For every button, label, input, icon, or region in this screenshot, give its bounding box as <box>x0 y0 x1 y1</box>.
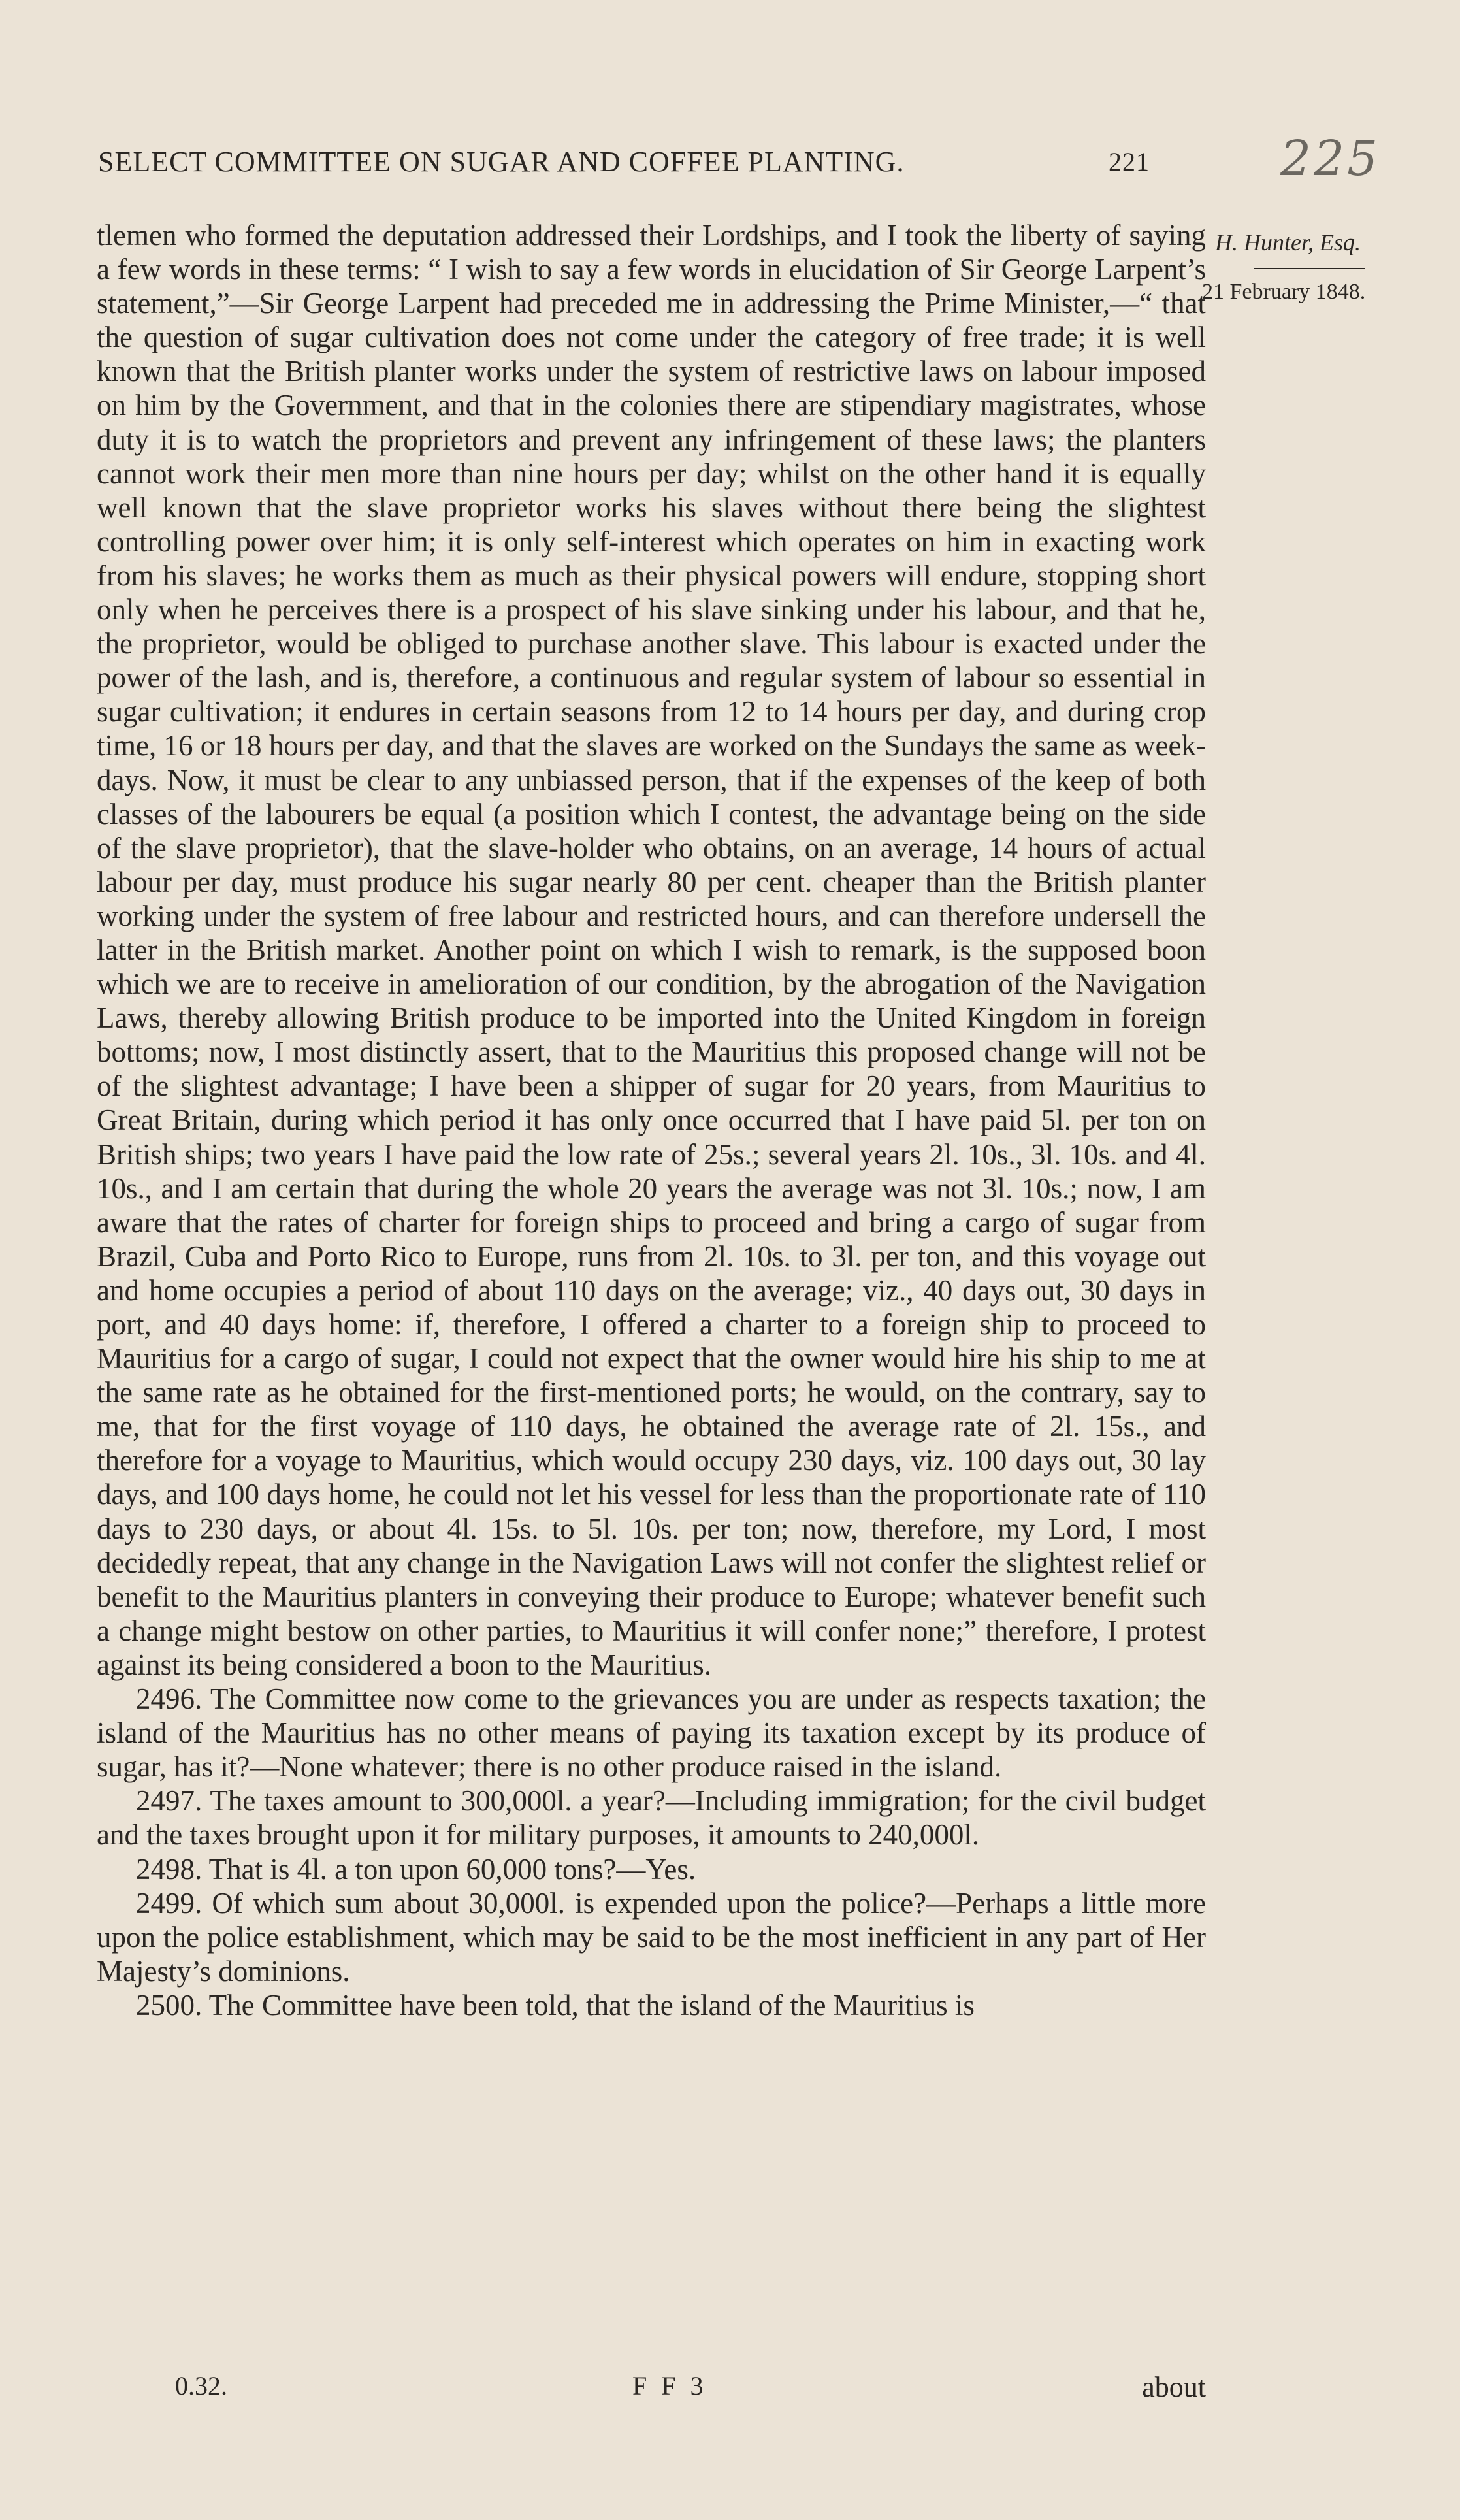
page-number: 221 <box>1109 147 1150 176</box>
margin-rule <box>1254 268 1365 269</box>
paragraph-question-2496: 2496. The Committee now come to the grievances you are under as respects taxation; the island of the Mauritius has no other means of paying its taxation except by its produce of sugar, has it?—None whatever; there is no other produce raised in the island. <box>97 1682 1206 1784</box>
paragraph-question-2497: 2497. The taxes amount to 300,000l. a year?—Including immigration; for the civil budget and the taxes brought upon it for military purposes, it amounts to 240,000l. <box>97 1784 1206 1852</box>
handwritten-folio-number: 225 <box>1280 131 1381 187</box>
body-text <box>97 218 1206 2022</box>
running-title: SELECT COMMITTEE ON SUGAR AND COFFEE PLANTING. <box>98 146 905 178</box>
running-header <box>98 145 1150 178</box>
page-footer <box>97 2370 1206 2410</box>
sheet-mark: F F 3 <box>632 2371 707 2400</box>
catchword: about <box>1142 2371 1206 2403</box>
paragraph-question-2500: 2500. The Committee have been told, that the island of the Mauritius is <box>136 1988 975 2021</box>
testimony-date: 21 February 1848. <box>1202 280 1366 304</box>
paragraph: tlemen who formed the deputation addressed their Lordships, and I took the liberty of saying a few words in these terms: “ I wish to say a few words in elucidation of Sir George Larpent’s statement,”—Sir George Larpent had preceded me in addressing the Prime Minister,—“ that the question of sugar cultivation does not come under the category of free trade; it is well known that the British planter works under the system of restrictive laws on labour imposed on him by the Government, and that in the colonies there are stipendiary magistrates, whose duty it is to watch the proprietors and prevent any infringement of these laws; the planters cannot work their men more than nine hours per day; whilst on the other hand it is equally well known that the slave proprietor works his slaves without there being the slightest controlling power over him; it is only self-interest which operates on him in exacting work from his slaves; he works them as much as their physical powers will endure, stopping short only when he perceives there is a prospect of his slave sinking under his labour, and that he, the proprietor, would be obliged to purchase another slave. This labour is exacted under the power of the lash, and is, therefore, a continuous and regular system of labour so essential in sugar cultivation; it endures in certain seasons from 12 to 14 hours per day, and during crop time, 16 or 18 hours per day, and that the slaves are worked on the Sundays the same as week-days. Now, it must be clear to any unbiassed person, that if the expenses of the keep of both classes of the labourers be equal (a position which I contest, the advantage being on the side of the slave proprietor), that the slave-holder who obtains, on an average, 14 hours of actual labour per day, must produce his sugar nearly 80 per cent. cheaper than the British planter working under the system of free labour and restricted hours, and can therefore undersell the latter in the British market. Another point on which I wish to remark, is the supposed boon which we are to receive in amelioration of our condition, by the abrogation of the Navigation Laws, thereby allowing British produce to be imported into the United Kingdom in foreign bottoms; now, I most distinctly assert, that to the Mauritius this proposed change will not be of the slightest advantage; I have been a shipper of sugar for 20 years, from Mauritius to Great Britain, during which period it has only once occurred that I have paid 5l. per ton on British ships; two years I have paid the low rate of 25s.; several years 2l. 10s., 3l. 10s. and 4l. 10s., and I am certain that during the whole 20 years the average was not 3l. 10s.; now, I am aware that the rates of charter for foreign ships to proceed and bring a cargo of sugar from Brazil, Cuba and Porto Rico to Europe, runs from 2l. 10s. to 3l. per ton, and this voyage out and home occupies a period of about 110 days on the average; viz., 40 days out, 30 days in port, and 40 days home: if, therefore, I offered a charter to a foreign ship to proceed to Mauritius for a cargo of sugar, I could not expect that the owner would hire his ship to me at the same rate as he obtained for the first-mentioned ports; he would, on the contrary, say to me, that for the first voyage of 110 days, he obtained the average rate of 2l. 15s., and therefore for a voyage to Mauritius, which would occupy 230 days, viz. 100 days out, 30 lay days, and 100 days home, he could not let his vessel for less than the proportionate rate of 110 days to 230 days, or about 4l. 15s. to 5l. 10s. per ton; now, therefore, my Lord, I most decidedly repeat, that any change in the Navigation Laws will not confer the slightest relief or benefit to the Mauritius planters in conveying their produce to Europe; whatever benefit such a change might bestow on other parties, to Mauritius it will confer none;” therefore, I protest against its being considered a boon to the Mauritius. <box>97 219 1206 1681</box>
signature-mark: 0.32. <box>175 2371 227 2400</box>
witness-name: H. Hunter, Esq. <box>1215 229 1361 255</box>
paragraph-question-2499: 2499. Of which sum about 30,000l. is expended upon the police?—Perhaps a little more upon the police establishment, which may be said to be the most inefficient in any part of Her Majesty’s dominions. <box>97 1886 1206 1988</box>
margin-note <box>1202 229 1411 304</box>
paragraph-question-2498: 2498. That is 4l. a ton upon 60,000 tons?—Yes. <box>136 1852 696 1886</box>
